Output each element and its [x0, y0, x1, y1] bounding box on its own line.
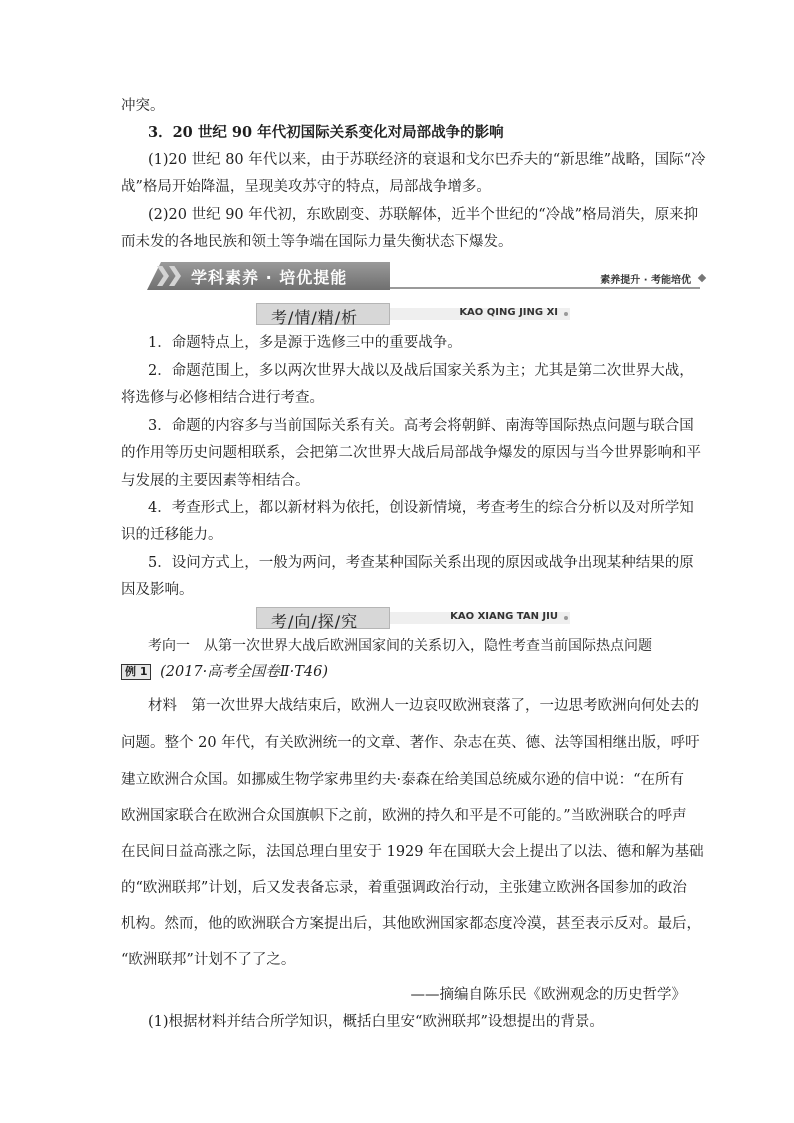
section-pinyin: KAO QING JING XI [459, 307, 558, 318]
material-line: 建立欧洲合众国。如挪威生物学家弗里约夫·泰森在给美国总统威尔逊的信中说：“在所有 [121, 772, 685, 788]
text-line: 识的迁移能力。 [121, 527, 223, 543]
list-item: 4．考查形式上，都以新材料为依托，创设新情境，考查考生的综合分析以及对所学知 [148, 500, 694, 516]
material-line: 问题。整个 20 年代，有关欧洲统一的文章、著作、杂志在英、德、法等国相继出版，呼吁 [121, 735, 700, 751]
list-item: 3．命题的内容多与当前国际关系有关。高考会将朝鲜、南海等国际热点问题与联合国 [148, 418, 694, 434]
diamond-icon [698, 274, 706, 282]
list-item: 2．命题范围上，多以两次世界大战以及战后国家关系为主；尤其是第二次世界大战， [148, 363, 694, 379]
subheading-3: 3．20 世纪 90 年代初国际关系变化对局部战争的影响 [148, 124, 504, 141]
section-title: 考/情/精/析 [271, 308, 359, 327]
text-line: 而未发的各地民族和领土等争端在国际力量失衡状态下爆发。 [121, 234, 513, 250]
divider [390, 287, 700, 289]
banner-subtitle: 素养提升 · 考能培优 [600, 275, 691, 286]
header-box [256, 607, 390, 629]
example-source: (2017·高考全国卷Ⅱ·T46) [160, 664, 329, 680]
text-line: 的作用等历史问题相联系，会把第二次世界大战后局部战争爆发的原因与当今世界影响和平 [121, 445, 701, 461]
material-line: 欧洲国家联合在欧洲合众国旗帜下之前，欧洲的持久和平是不可能的。”当欧洲联合的呼声 [121, 808, 687, 824]
text-line: (2)20 世纪 90 年代初，东欧剧变、苏联解体，近半个世纪的“冷战”格局消失，原来抑 [148, 207, 699, 223]
material-line: 机构。然而，他的欧洲联合方案提出后，其他欧洲国家都态度冷漠，甚至表示反对。最后， [121, 916, 701, 932]
section-header-kaoqing [256, 303, 570, 325]
text-line: 冲突。 [121, 98, 165, 114]
direction-heading: 考向一 从第一次世界大战后欧洲国家间的关系切入，隐性考查当前国际热点问题 [148, 638, 652, 654]
question-1: (1)根据材料并结合所学知识，概括白里安“欧洲联邦”设想提出的背景。 [148, 1014, 604, 1030]
material-line: 在民间日益高涨之际，法国总理白里安于 1929 年在国联大会上提出了以法、德和解为基础 [121, 844, 704, 860]
dot-icon [564, 616, 568, 620]
material-line: 的“欧洲联邦”计划，后又发表备忘录，着重强调政治行动，主张建立欧洲各国参加的政治 [121, 880, 687, 896]
text-line: 战”格局开始降温，呈现美攻苏守的特点，局部战争增多。 [121, 179, 491, 195]
section-header-kaoxiang [256, 607, 570, 629]
example-line [121, 662, 681, 682]
dot-icon [564, 312, 568, 316]
section-banner [147, 262, 707, 292]
section-pinyin: KAO XIANG TAN JIU [450, 611, 558, 622]
text-line: 与发展的主要因素等相结合。 [121, 473, 310, 489]
text-line: 因及影响。 [121, 582, 194, 598]
list-item: 1．命题特点上，多是源于选修三中的重要战争。 [148, 335, 462, 351]
material-line: 材料 第一次世界大战结束后，欧洲人一边哀叹欧洲衰落了，一边思考欧洲向何处去的 [148, 698, 699, 714]
text-line: (1)20 世纪 80 年代以来，由于苏联经济的衰退和戈尔巴乔夫的“新思维”战略，国际“冷 [148, 152, 706, 168]
material-line: “欧洲联邦”计划不了了之。 [121, 952, 296, 968]
section-title: 考/向/探/究 [271, 612, 359, 631]
header-box [256, 303, 390, 325]
text-line: 将选修与必修相结合进行考查。 [121, 390, 324, 406]
material-source: ——摘编自陈乐民《欧洲观念的历史哲学》 [410, 987, 686, 1003]
banner-title: 学科素养 · 培优提能 [191, 268, 348, 287]
example-badge: 例 1 [121, 664, 151, 680]
list-item: 5．设问方式上，一般为两问，考查某种国际关系出现的原因或战争出现某种结果的原 [148, 555, 694, 571]
